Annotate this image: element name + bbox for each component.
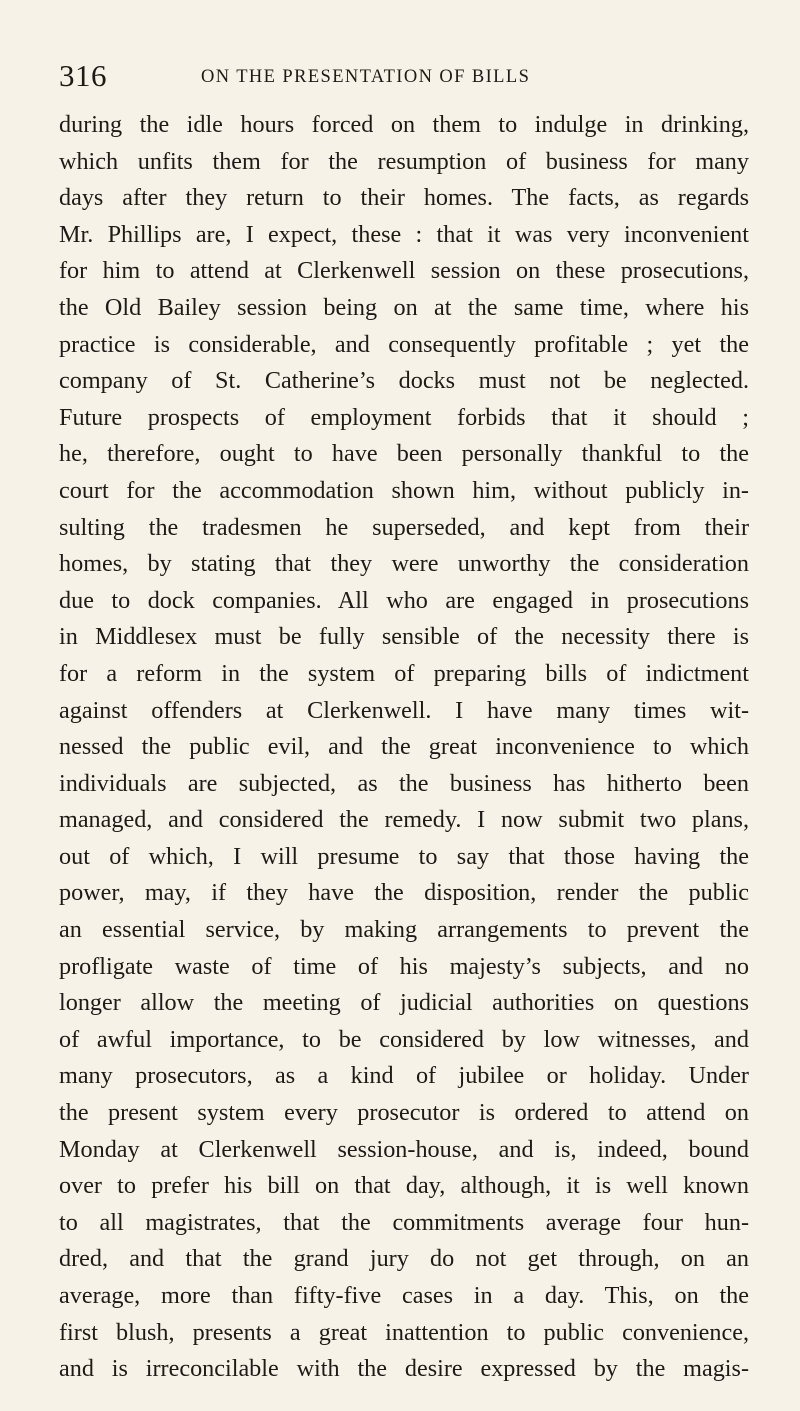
text-line: many prosecutors, as a kind of jubilee or holiday. Under bbox=[59, 1062, 749, 1090]
text-line: he, therefore, ought to have been personally thankful to the bbox=[59, 440, 749, 468]
text-line: out of which, I will presume to say that those having the bbox=[59, 842, 749, 870]
text-line: against offenders at Clerkenwell. I have many times wit- bbox=[59, 696, 749, 724]
text-line: in Middlesex must be fully sensible of the necessity there is bbox=[59, 623, 749, 651]
text-line: which unfits them for the resumption of business for many bbox=[59, 147, 749, 175]
text-line: individuals are subjected, as the business has hitherto been bbox=[59, 769, 749, 797]
running-head bbox=[59, 56, 749, 96]
body-text bbox=[59, 107, 749, 1388]
text-line: managed, and considered the remedy. I now submit two plans, bbox=[59, 806, 749, 834]
text-line: average, more than fifty-five cases in a day. This, on the bbox=[59, 1282, 749, 1309]
text-line: Future prospects of employment forbids that it should ; bbox=[59, 403, 749, 431]
text-line: nessed the public evil, and the great inconvenience to which bbox=[59, 733, 749, 761]
text-line: Mr. Phillips are, I expect, these : that it was very inconvenient bbox=[59, 220, 749, 248]
text-line: days after they return to their homes. The facts, as regards bbox=[59, 184, 749, 212]
text-line: company of St. Catherine’s docks must not be neglected. bbox=[59, 367, 749, 395]
text-line: to all magistrates, that the commitments average four hun- bbox=[59, 1208, 749, 1236]
text-line: sulting the tradesmen he superseded, and kept from their bbox=[59, 513, 749, 541]
text-line: and is irreconcilable with the desire expressed by the magis- bbox=[59, 1355, 749, 1383]
text-line: homes, by stating that they were unworthy the consideration bbox=[59, 550, 749, 578]
text-line: dred, and that the grand jury do not get through, on an bbox=[59, 1245, 749, 1273]
text-line: longer allow the meeting of judicial authorities on questions bbox=[59, 989, 749, 1017]
running-title: ON THE PRESENTATION OF BILLS bbox=[201, 67, 531, 87]
text-line: court for the accommodation shown him, without publicly in- bbox=[59, 476, 749, 504]
text-line: due to dock companies. All who are engaged in prosecutions bbox=[59, 586, 749, 614]
text-line: for a reform in the system of preparing bills of indictment bbox=[59, 659, 749, 687]
text-line: profligate waste of time of his majesty’s subjects, and no bbox=[59, 952, 749, 980]
text-line: over to prefer his bill on that day, although, it is well known bbox=[59, 1172, 749, 1200]
text-line: of awful importance, to be considered by low witnesses, and bbox=[59, 1025, 749, 1053]
text-line: practice is considerable, and consequently profitable ; yet the bbox=[59, 330, 749, 358]
text-line: first blush, presents a great inattention to public convenience, bbox=[59, 1318, 749, 1346]
text-line: Monday at Clerkenwell session-house, and is, indeed, bound bbox=[59, 1135, 749, 1163]
text-line: the Old Bailey session being on at the same time, where his bbox=[59, 293, 749, 321]
text-line: power, may, if they have the disposition, render the public bbox=[59, 879, 749, 907]
text-line: for him to attend at Clerkenwell session on these prosecutions, bbox=[59, 257, 749, 285]
text-line: the present system every prosecutor is ordered to attend on bbox=[59, 1099, 749, 1127]
text-line: during the idle hours forced on them to indulge in drinking, bbox=[59, 111, 749, 138]
text-line: an essential service, by making arrangements to prevent the bbox=[59, 916, 749, 944]
page-number: 316 bbox=[59, 58, 107, 93]
